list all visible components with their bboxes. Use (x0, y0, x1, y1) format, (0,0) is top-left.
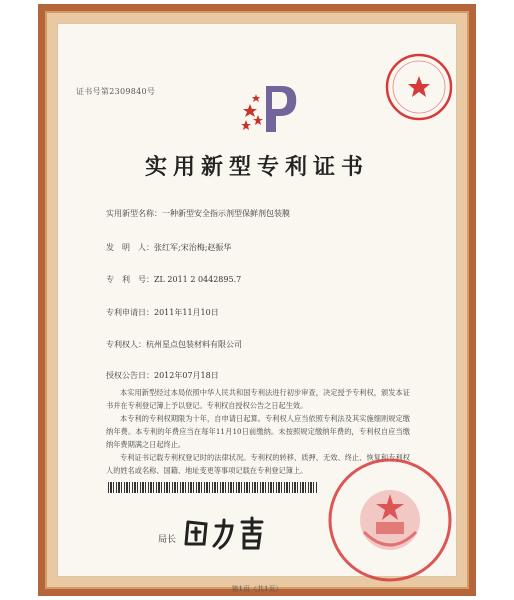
field-inventor: 发 明 人：张红军;宋治梅;赵振华 (106, 243, 232, 252)
red-seal-stamp-icon (384, 52, 454, 122)
field-patentee: 专利权人：杭州星点包装材料有限公司 (106, 340, 242, 349)
body-paragraph: 本专利的专利权期限为十年，自申请日起算。专利权人应当依照专利法及其实施细则规定缴纳年费。本专利的年费应当在每年11月10日前缴纳。未按照规定缴纳年费的，专利权自应当缴纳年费期满之日起终止。 (106, 414, 410, 449)
body-paragraph: 本实用新型经过本局依照中华人民共和国专利法进行初步审查，决定授予专利权，颁发本证书并在专利登记簿上予以登记。专利权自授权公告之日起生效。 (106, 388, 410, 410)
body-paragraph: 专利证书记载专利权登记时的法律状况。专利权的转移、质押、无效、终止、恢复和专利权人的姓名或名称、国籍、地址变更等事项记载在专利登记簿上。 (106, 453, 410, 475)
certificate-paper (57, 23, 457, 593)
national-emblem-seal-icon (324, 454, 456, 586)
field-application-date: 专利申请日：2011年11月10日 (106, 308, 219, 317)
page-number: 第1页（共1页） (231, 585, 283, 593)
certificate-number: 证书号第2309840号 (76, 87, 156, 96)
barcode (108, 482, 318, 493)
director-signature (166, 514, 276, 554)
certificate-frame (38, 4, 476, 596)
sipo-patent-logo-icon (236, 82, 304, 134)
field-patent-number: 专 利 号：ZL 2011 2 0442895.7 (106, 275, 242, 284)
field-utility-model-name: 实用新型名称：一种新型安全指示剂型保鲜剂包装膜 (106, 209, 290, 218)
certificate-title: 实用新型专利证书 (144, 154, 369, 180)
field-grant-date: 授权公告日：2012年07月18日 (106, 371, 219, 380)
director-label: 局长 (158, 535, 177, 545)
